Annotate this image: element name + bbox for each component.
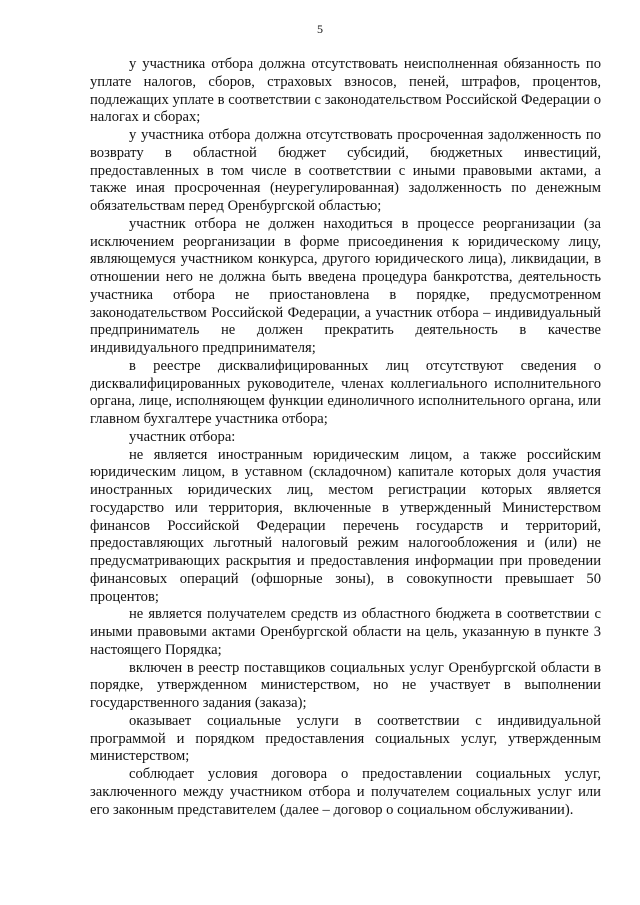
paragraph-tax-arrears: у участника отбора должна отсутствовать неисполненная обязанность по уплате налогов, сборов, страховых взносов, пеней, штрафов, процентов, подлежащих уплате в соответствии с законодательством Российской Федерации о налогах и сборах; [90, 56, 601, 126]
paragraph-not-budget-recipient: не является получателем средств из областного бюджета в соответствии с иными правовыми актами Оренбургской области на цель, указанную в пункте 3 настоящего Порядка; [90, 606, 601, 658]
paragraph-foreign-entity: не является иностранным юридическим лицом, а также российским юридическим лицом, в уставном (складочном) капитале которых доля участия иностранных юридических лиц, местом регистрации которых является государство или территория, включенные в утвержденный Министерством финансов Российской Федерации перечень государств и территорий, предоставляющих льготный налоговый режим налогообложения и (или) не предусматривающих раскрытия и предоставления информации при проведении финансовых операций (офшорные зоны), в совокупности превышает 50 процентов; [90, 446, 601, 605]
paragraph-participant-heading: участник отбора: [129, 428, 236, 445]
paragraph-provider-registry: включен в реестр поставщиков социальных услуг Оренбургской области в порядке, утвержденном министерством, но не участвует в выполнении государственного задания (заказа); [90, 659, 601, 711]
page-number: 5 [317, 22, 323, 36]
paragraph-contract-terms: соблюдает условия договора о предоставлении социальных услуг, заключенного между участником отбора и получателем социальных услуг или его законным представителем (далее – договор о социальном обслуживании). [90, 766, 601, 818]
paragraph-reorganization: участник отбора не должен находиться в процессе реорганизации (за исключением реорганизации в форме присоединения к юридическому лицу, являющемуся участником конкурса, другого юридического лица), ликвидации, в отношении него не должна быть введена процедура банкротства, деятельность участника отбора не приостановлена в порядке, предусмотренном законодательством Российской Федерации, а участник отбора – индивидуальный предприниматель не должен прекратить деятельность в качестве индивидуального предпринимателя; [90, 215, 601, 356]
paragraph-disqualified-registry: в реестре дисквалифицированных лиц отсутствуют сведения о дисквалифицированных руководителе, членах коллегиального исполнительного органа, лице, исполняющем функции единоличного исполнительного органа, или главном бухгалтере участника отбора; [90, 357, 601, 427]
paragraph-budget-debt: у участника отбора должна отсутствовать просроченная задолженность по возврату в областной бюджет субсидий, бюджетных инвестиций, предоставленных в том числе в соответствии с иными правовыми актами, а также иная просроченная (неурегулированная) задолженность по денежным обязательствам перед Оренбургской областью; [90, 127, 601, 214]
paragraph-social-services: оказывает социальные услуги в соответствии с индивидуальной программой и порядком предоставления социальных услуг, утвержденным министерством; [90, 712, 601, 765]
document-body [90, 56, 601, 819]
